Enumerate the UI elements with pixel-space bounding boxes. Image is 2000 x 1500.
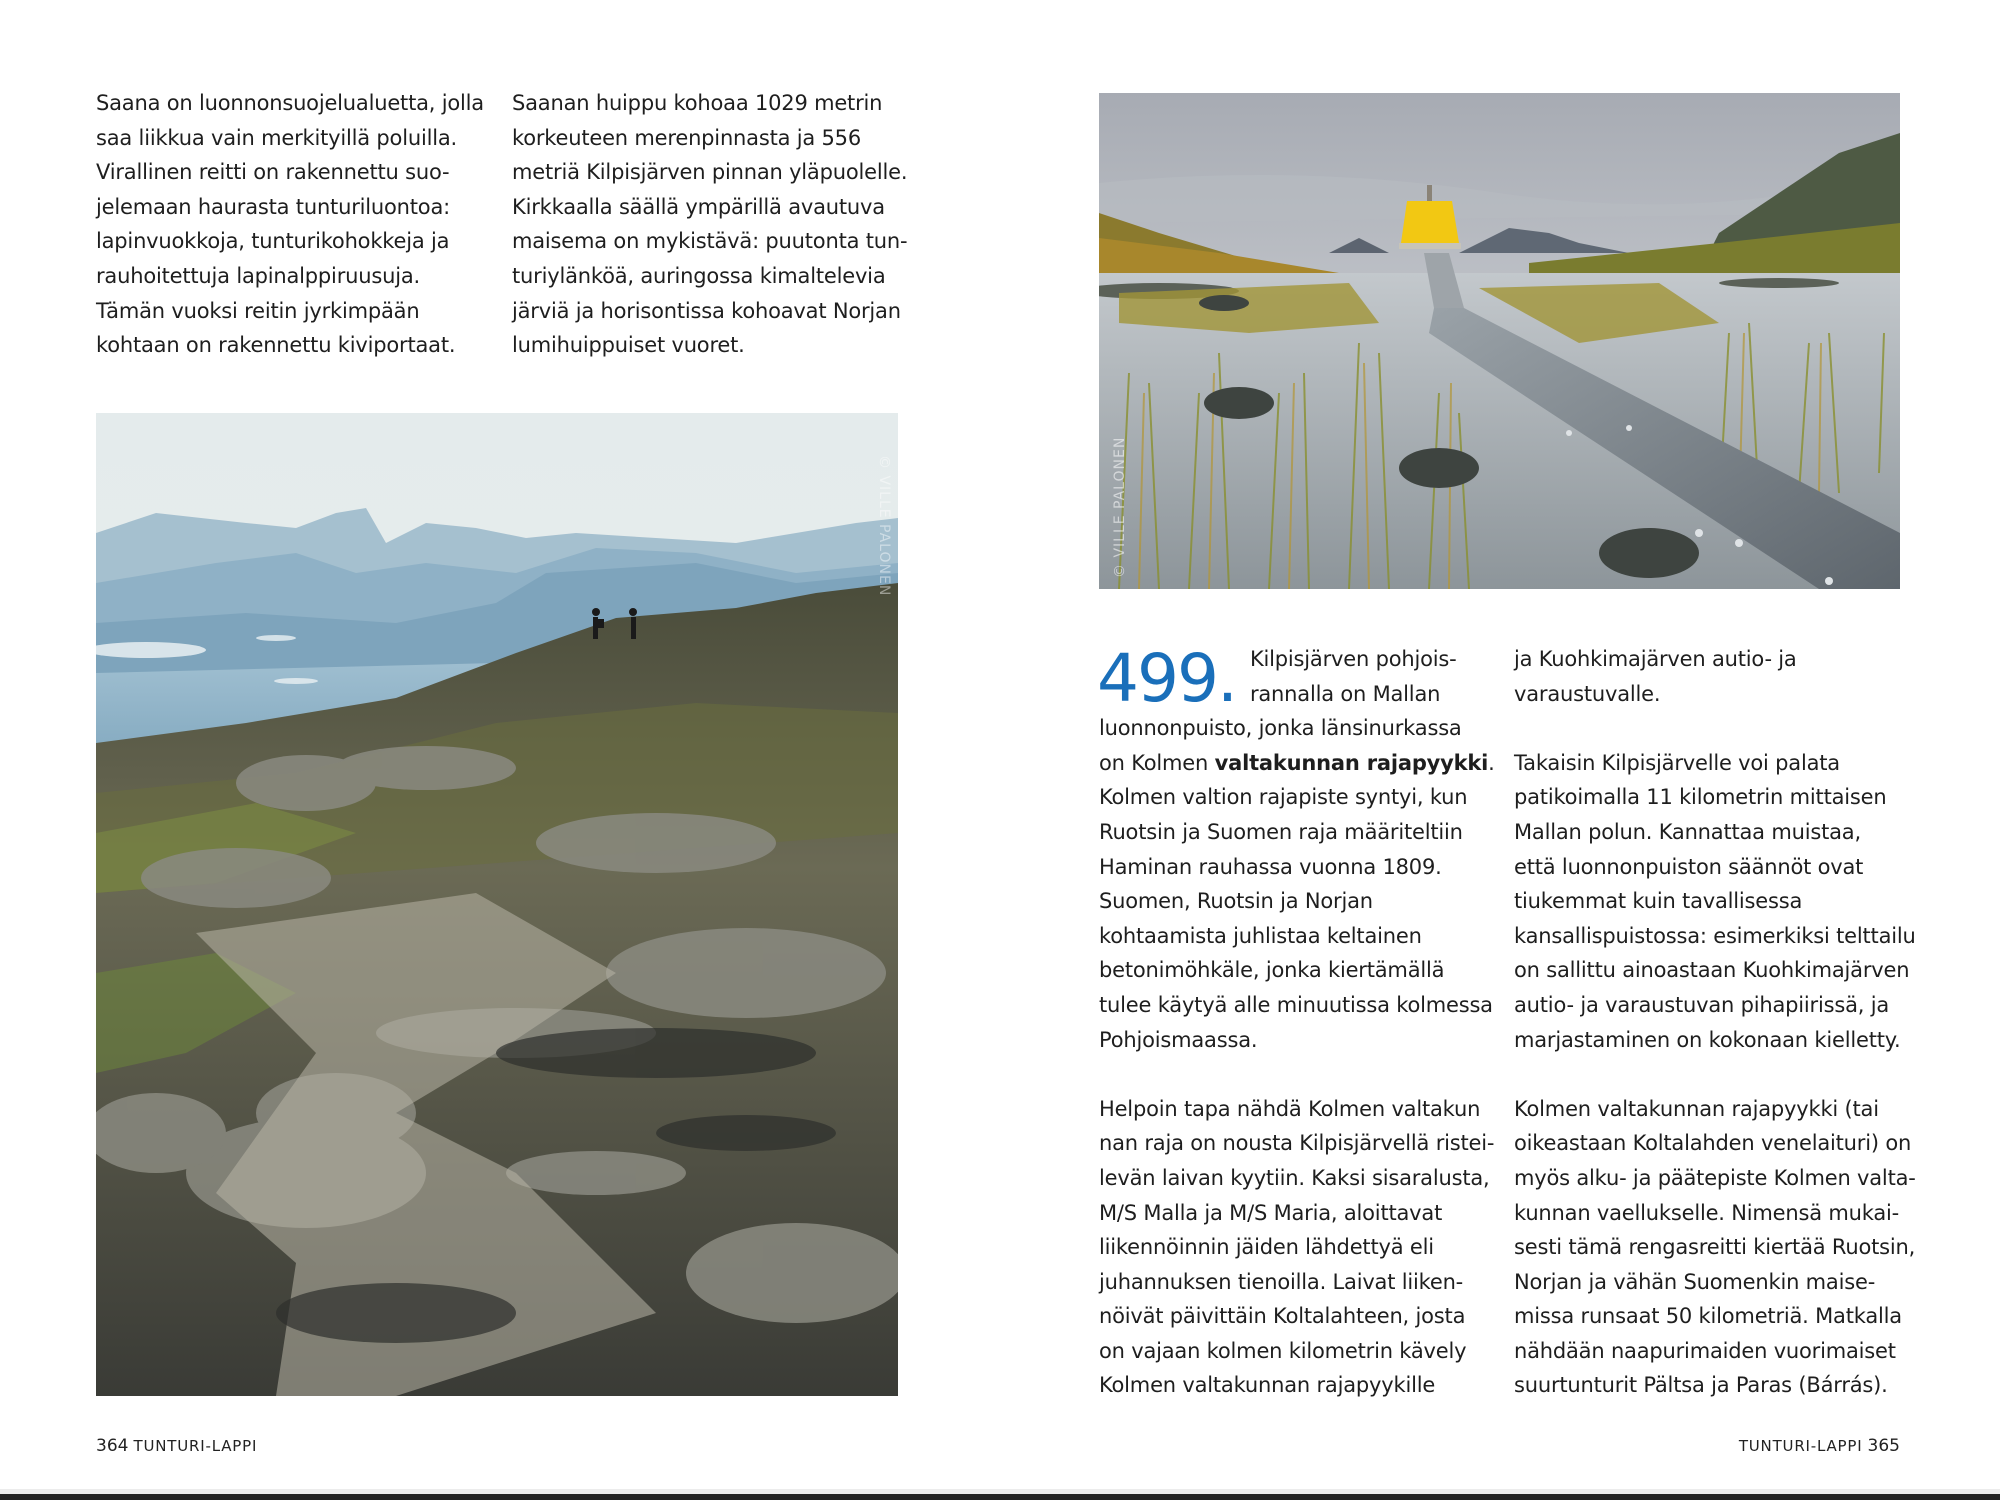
text-line: Kolmen valtakunnan rajapyykille	[1099, 1373, 1436, 1398]
text-line: Kolmen valtakunnan rajapyykki (tai	[1514, 1096, 1879, 1121]
footer-right	[1739, 1436, 1900, 1456]
photo-credit-left: © VILLE PALONEN	[876, 455, 892, 597]
text-line: marjastaminen on kokonaan kielletty.	[1514, 1027, 1901, 1052]
entry-number: 499.	[1097, 640, 1236, 717]
text-line: rannalla on Mallan	[1249, 681, 1441, 706]
text-line: on vajaan kolmen kilometrin kävely	[1099, 1338, 1467, 1363]
text-line: saa liikkua vain merkityillä poluilla.	[96, 125, 457, 150]
text-line: maisema on mykistävä: puutonta tun-	[512, 229, 908, 254]
text-line: metriä Kilpisjärven pinnan yläpuolelle.	[512, 160, 908, 185]
page-number: 364	[96, 1436, 129, 1456]
text-line: turiylänköä, auringossa kimaltelevia	[512, 263, 886, 288]
text-line: patikoimalla 11 kilometrin mittaisen	[1514, 785, 1887, 810]
photo-credit-right: © VILLE PALONEN	[1112, 436, 1128, 578]
text-line: kansallispuistossa: esimerkiksi telttailu	[1514, 923, 1916, 948]
section-title: TUNTURI-LAPPI	[1738, 1437, 1863, 1455]
text-segment: .	[1488, 750, 1495, 775]
text-line: että luonnonpuiston säännöt ovat	[1514, 854, 1864, 879]
yellow-cairn-monument	[1401, 201, 1459, 243]
text-line: kunnan vaellukselle. Nimensä mukai-	[1514, 1200, 1900, 1225]
left-text-column-2	[512, 86, 912, 363]
text-line: nöivät päivittäin Koltalahteen, josta	[1099, 1304, 1466, 1329]
text-line: kohtaan on rakennettu kiviportaat.	[96, 333, 456, 358]
text-line: Saana on luonnonsuojelualuetta, jolla	[96, 91, 484, 115]
text-line: järviä ja horisontissa kohoavat Norjan	[512, 298, 901, 323]
text-line: oikeastaan Koltalahden venelaituri) on	[1514, 1131, 1912, 1156]
text-line: missa runsaat 50 kilometriä. Matkalla	[1514, 1304, 1902, 1329]
right-text-column-1	[1099, 642, 1499, 1403]
text-line: suurtunturit Pältsa ja Paras (Bárrás).	[1514, 1373, 1888, 1398]
text-line: autio- ja varaustuvan pihapiirissä, ja	[1514, 992, 1890, 1017]
text-line: lumihuippuiset vuoret.	[512, 333, 745, 358]
text-line: nähdään naapurimaiden vuorimaiset	[1514, 1338, 1896, 1363]
text-line: Takaisin Kilpisjärvelle voi palata	[1514, 750, 1840, 775]
text-line: Norjan ja vähän Suomenkin maise-	[1514, 1269, 1876, 1294]
text-line: Pohjoismaassa.	[1099, 1027, 1258, 1052]
text-line: liikennöinnin jäiden lähdettyä eli	[1099, 1235, 1434, 1260]
text-line: jelemaan haurasta tunturiluontoa:	[96, 194, 450, 219]
text-line: Helpoin tapa nähdä Kolmen valtakun	[1099, 1096, 1481, 1121]
text-line: sesti tämä rengasreitti kiertää Ruotsin,	[1514, 1235, 1916, 1260]
hikers-mountain-photo	[96, 413, 898, 1396]
text-line: Kolmen valtion rajapiste syntyi, kun	[1099, 785, 1468, 810]
bold-term: valtakunnan rajapyykki	[1214, 750, 1489, 775]
text-line: Mallan polun. Kannattaa muistaa,	[1514, 819, 1861, 844]
text-line: Saanan huippu kohoaa 1029 metrin	[512, 91, 883, 115]
text-line: korkeuteen merenpinnasta ja 556	[512, 125, 862, 150]
text-line: Kilpisjärven pohjois-	[1249, 647, 1457, 671]
text-line	[1099, 746, 1499, 781]
boardwalk-lake-illustration	[1099, 93, 1900, 589]
treriksroset-boardwalk-photo	[1099, 93, 1900, 589]
text-segment: on Kolmen	[1099, 750, 1215, 775]
text-line: kohtaamista juhlistaa keltainen	[1099, 923, 1422, 948]
text-line: ja Kuohkimajärven autio- ja	[1514, 647, 1797, 671]
text-line: Haminan rauhassa vuonna 1809.	[1099, 854, 1442, 879]
text-line: rauhoitettuja lapinalppiruusuja.	[96, 263, 420, 288]
text-line: myös alku- ja päätepiste Kolmen valta-	[1514, 1165, 1916, 1190]
right-text-column-2	[1514, 642, 1914, 1403]
text-line: tiukemmat kuin tavallisessa	[1514, 889, 1803, 914]
text-line: Virallinen reitti on rakennettu suo-	[96, 160, 450, 185]
text-line: varaustuvalle.	[1514, 681, 1661, 706]
text-line: Tämän vuoksi reitin jyrkimpään	[96, 298, 420, 323]
text-line: luonnonpuisto, jonka länsinurkassa	[1099, 716, 1462, 741]
text-line: tulee käytyä alle minuutissa kolmessa	[1099, 992, 1493, 1017]
text-line: on sallittu ainoastaan Kuohkimajärven	[1514, 958, 1910, 983]
text-line: lapinvuokkoja, tunturikohokkeja ja	[96, 229, 450, 254]
text-line: levän laivan kyytiin. Kaksi sisaralusta,	[1099, 1165, 1490, 1190]
text-line: Kirkkaalla säällä ympärillä avautuva	[512, 194, 885, 219]
text-line: nan raja on nousta Kilpisjärvellä ristei-	[1099, 1131, 1495, 1156]
section-title: TUNTURI-LAPPI	[133, 1437, 258, 1455]
footer-left	[96, 1436, 257, 1456]
text-line: juhannuksen tienoilla. Laivat liiken-	[1099, 1269, 1464, 1294]
paragraph-gap	[1514, 1057, 1914, 1092]
page-bottom-strip	[0, 1494, 2000, 1500]
left-text-column-1	[96, 86, 496, 363]
hikers-mountain-illustration	[96, 413, 898, 1396]
paragraph-gap	[1514, 711, 1914, 746]
text-line: M/S Malla ja M/S Maria, aloittavat	[1099, 1200, 1443, 1225]
paragraph-gap	[1099, 1057, 1499, 1092]
page-number: 365	[1867, 1436, 1900, 1456]
text-line: betonimöhkäle, jonka kiertämällä	[1099, 958, 1445, 983]
text-line: Suomen, Ruotsin ja Norjan	[1099, 889, 1373, 914]
text-line: Ruotsin ja Suomen raja määriteltiin	[1099, 819, 1463, 844]
